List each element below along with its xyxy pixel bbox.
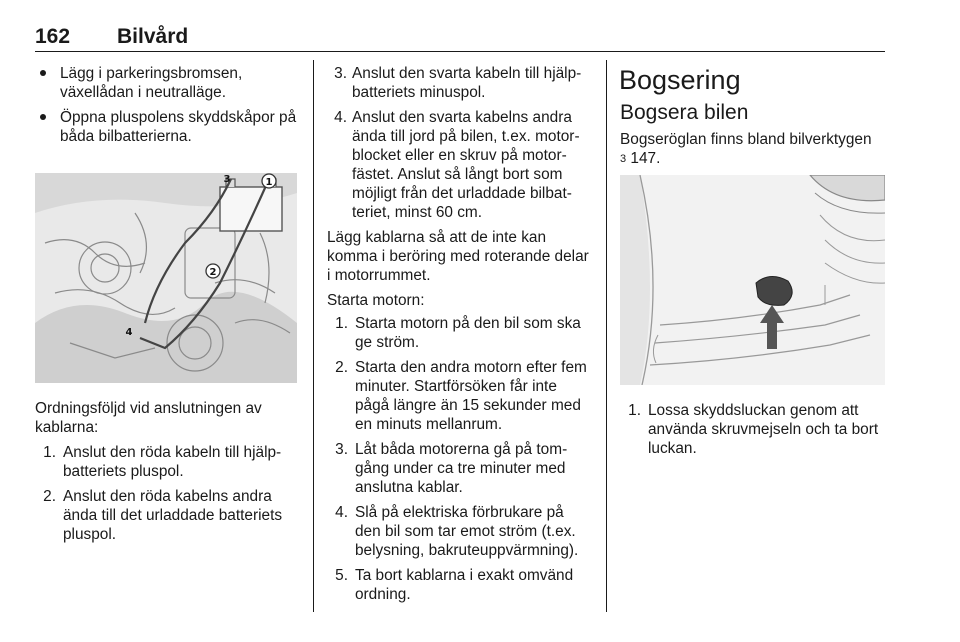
column-divider-2	[606, 60, 607, 612]
cable-note: Lägg kablarna så att de inte kan komma i beröring med roterande delar i motorrummet.	[327, 229, 589, 284]
list-item: 1. Starta motorn på den bil som ska ge ström.	[335, 315, 581, 351]
tow-intro: Bogseröglan finns bland bilverktygen 3 147.	[620, 131, 872, 167]
bullet-item: Lägg i parkeringsbromsen, växellådan i neutralläge.	[35, 64, 299, 102]
subsection-heading: Bogsera bilen	[620, 101, 749, 124]
section-title: Bilvård	[117, 25, 189, 48]
list-item: 2. Anslut den röda kabelns andra ända till det urladdade batteriets pluspol.	[43, 488, 283, 543]
page-number: 162	[35, 25, 71, 48]
list-item: 3. Låt båda motorerna gå på tomgång under ca tre minuter med anslutna kablar.	[335, 441, 568, 496]
list-item: 4. Slå på elektriska förbrukare på den bil som tar emot ström (t.ex. belysning, bakruteuppvärmning).	[335, 504, 579, 559]
list-item: 1. Anslut den röda kabeln till hjälpbatteriets pluspol.	[43, 444, 282, 480]
connection-steps-continued	[327, 64, 593, 222]
bullet-list	[35, 64, 299, 146]
list-item: 5. Ta bort kablarna i exakt omvänd ordning.	[335, 567, 574, 603]
column-divider-1	[313, 60, 314, 612]
header-rule	[35, 51, 885, 52]
bumper-drawing	[620, 175, 885, 385]
page-reference-icon: 3	[620, 153, 627, 165]
callout-4: 4	[125, 327, 133, 338]
tow-steps	[620, 401, 886, 458]
engine-bay-illustration	[35, 173, 297, 383]
page-header	[35, 24, 885, 50]
column-3	[620, 64, 886, 464]
connection-steps	[35, 443, 299, 544]
page-reference: 147.	[630, 150, 661, 167]
tow-eye-cover-illustration	[620, 175, 885, 385]
column-1	[35, 64, 299, 550]
list-item: 1. Lossa skyddsluckan genom att använda skruvmejseln och ta bort luckan.	[628, 402, 879, 457]
callout-1: 1	[265, 177, 273, 188]
list-item: 2. Starta den andra motorn efter fem minuter. Startförsöken får inte pågå längre än 15 sekunder med en minuts mellanrum.	[335, 359, 587, 433]
column-2	[327, 64, 593, 610]
callout-3: 3	[223, 174, 231, 185]
section-heading: Bogsering	[619, 65, 741, 95]
list-item: 4. Anslut den svarta kabelns andra ända till jord på bilen, t.ex. motorblocket eller en skruv på motorfästet. Anslut så långt bort som möjligt från det urladdade bilbatteriet, minst 60 cm.	[334, 109, 580, 221]
callout-2: 2	[209, 267, 217, 278]
list-item: 3. Anslut den svarta kabeln till hjälpbatteriets minuspol.	[334, 65, 582, 101]
start-steps	[327, 314, 593, 604]
bullet-item: Öppna pluspolens skyddskåpor på båda bilbatterierna.	[35, 108, 299, 146]
engine-drawing	[35, 173, 297, 383]
order-intro: Ordningsföljd vid anslutningen av kablarna:	[35, 400, 262, 436]
start-intro: Starta motorn:	[327, 292, 425, 309]
